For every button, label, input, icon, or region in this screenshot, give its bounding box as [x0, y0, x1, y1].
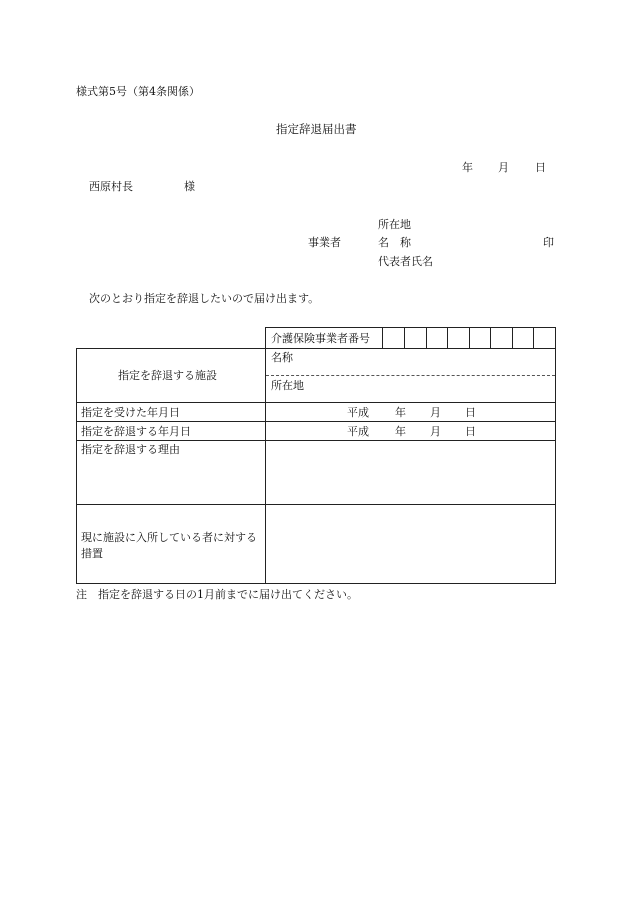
facility-name-label: 名称 [271, 351, 293, 364]
applicant-group-label: 事業者 [308, 236, 341, 249]
designated-era: 平成 [347, 406, 369, 419]
measures-label: 現に施設に入所している者に対する措置 [81, 531, 257, 560]
designated-month: 月 [430, 406, 441, 419]
form-number: 様式第5号（第4条関係） [76, 85, 200, 98]
reason-field[interactable] [266, 441, 555, 504]
designated-date-label: 指定を受けた年月日 [81, 406, 180, 419]
footnote: 注 指定を辞退する日の1月前までに届け出てください。 [76, 588, 358, 601]
addressee-honorific: 様 [184, 180, 195, 193]
applicant-name-label: 名 称 [378, 236, 411, 249]
facility-location-label: 所在地 [271, 379, 304, 392]
reason-label: 指定を辞退する理由 [81, 443, 180, 456]
applicant-location-label: 所在地 [378, 218, 411, 231]
seal-mark: 印 [543, 236, 554, 249]
date-year-label: 年 [462, 161, 473, 174]
provider-number-label: 介護保険事業者番号 [271, 332, 370, 345]
withdrawal-date-label: 指定を辞退する年月日 [81, 425, 191, 438]
addressee-name: 西原村長 [89, 180, 133, 193]
date-month-label: 月 [498, 161, 509, 174]
facility-label: 指定を辞退する施設 [118, 369, 217, 382]
withdrawal-year: 年 [395, 425, 406, 438]
withdrawal-day: 日 [465, 425, 476, 438]
withdrawal-era: 平成 [347, 425, 369, 438]
intro-text: 次のとおり指定を辞退したいので届け出ます。 [89, 292, 320, 305]
applicant-representative-label: 代表者氏名 [378, 255, 433, 268]
date-day-label: 日 [535, 161, 546, 174]
withdrawal-month: 月 [430, 425, 441, 438]
document-title: 指定辞退届出書 [276, 122, 357, 136]
measures-field[interactable] [266, 505, 555, 583]
designated-day: 日 [465, 406, 476, 419]
designated-year: 年 [395, 406, 406, 419]
